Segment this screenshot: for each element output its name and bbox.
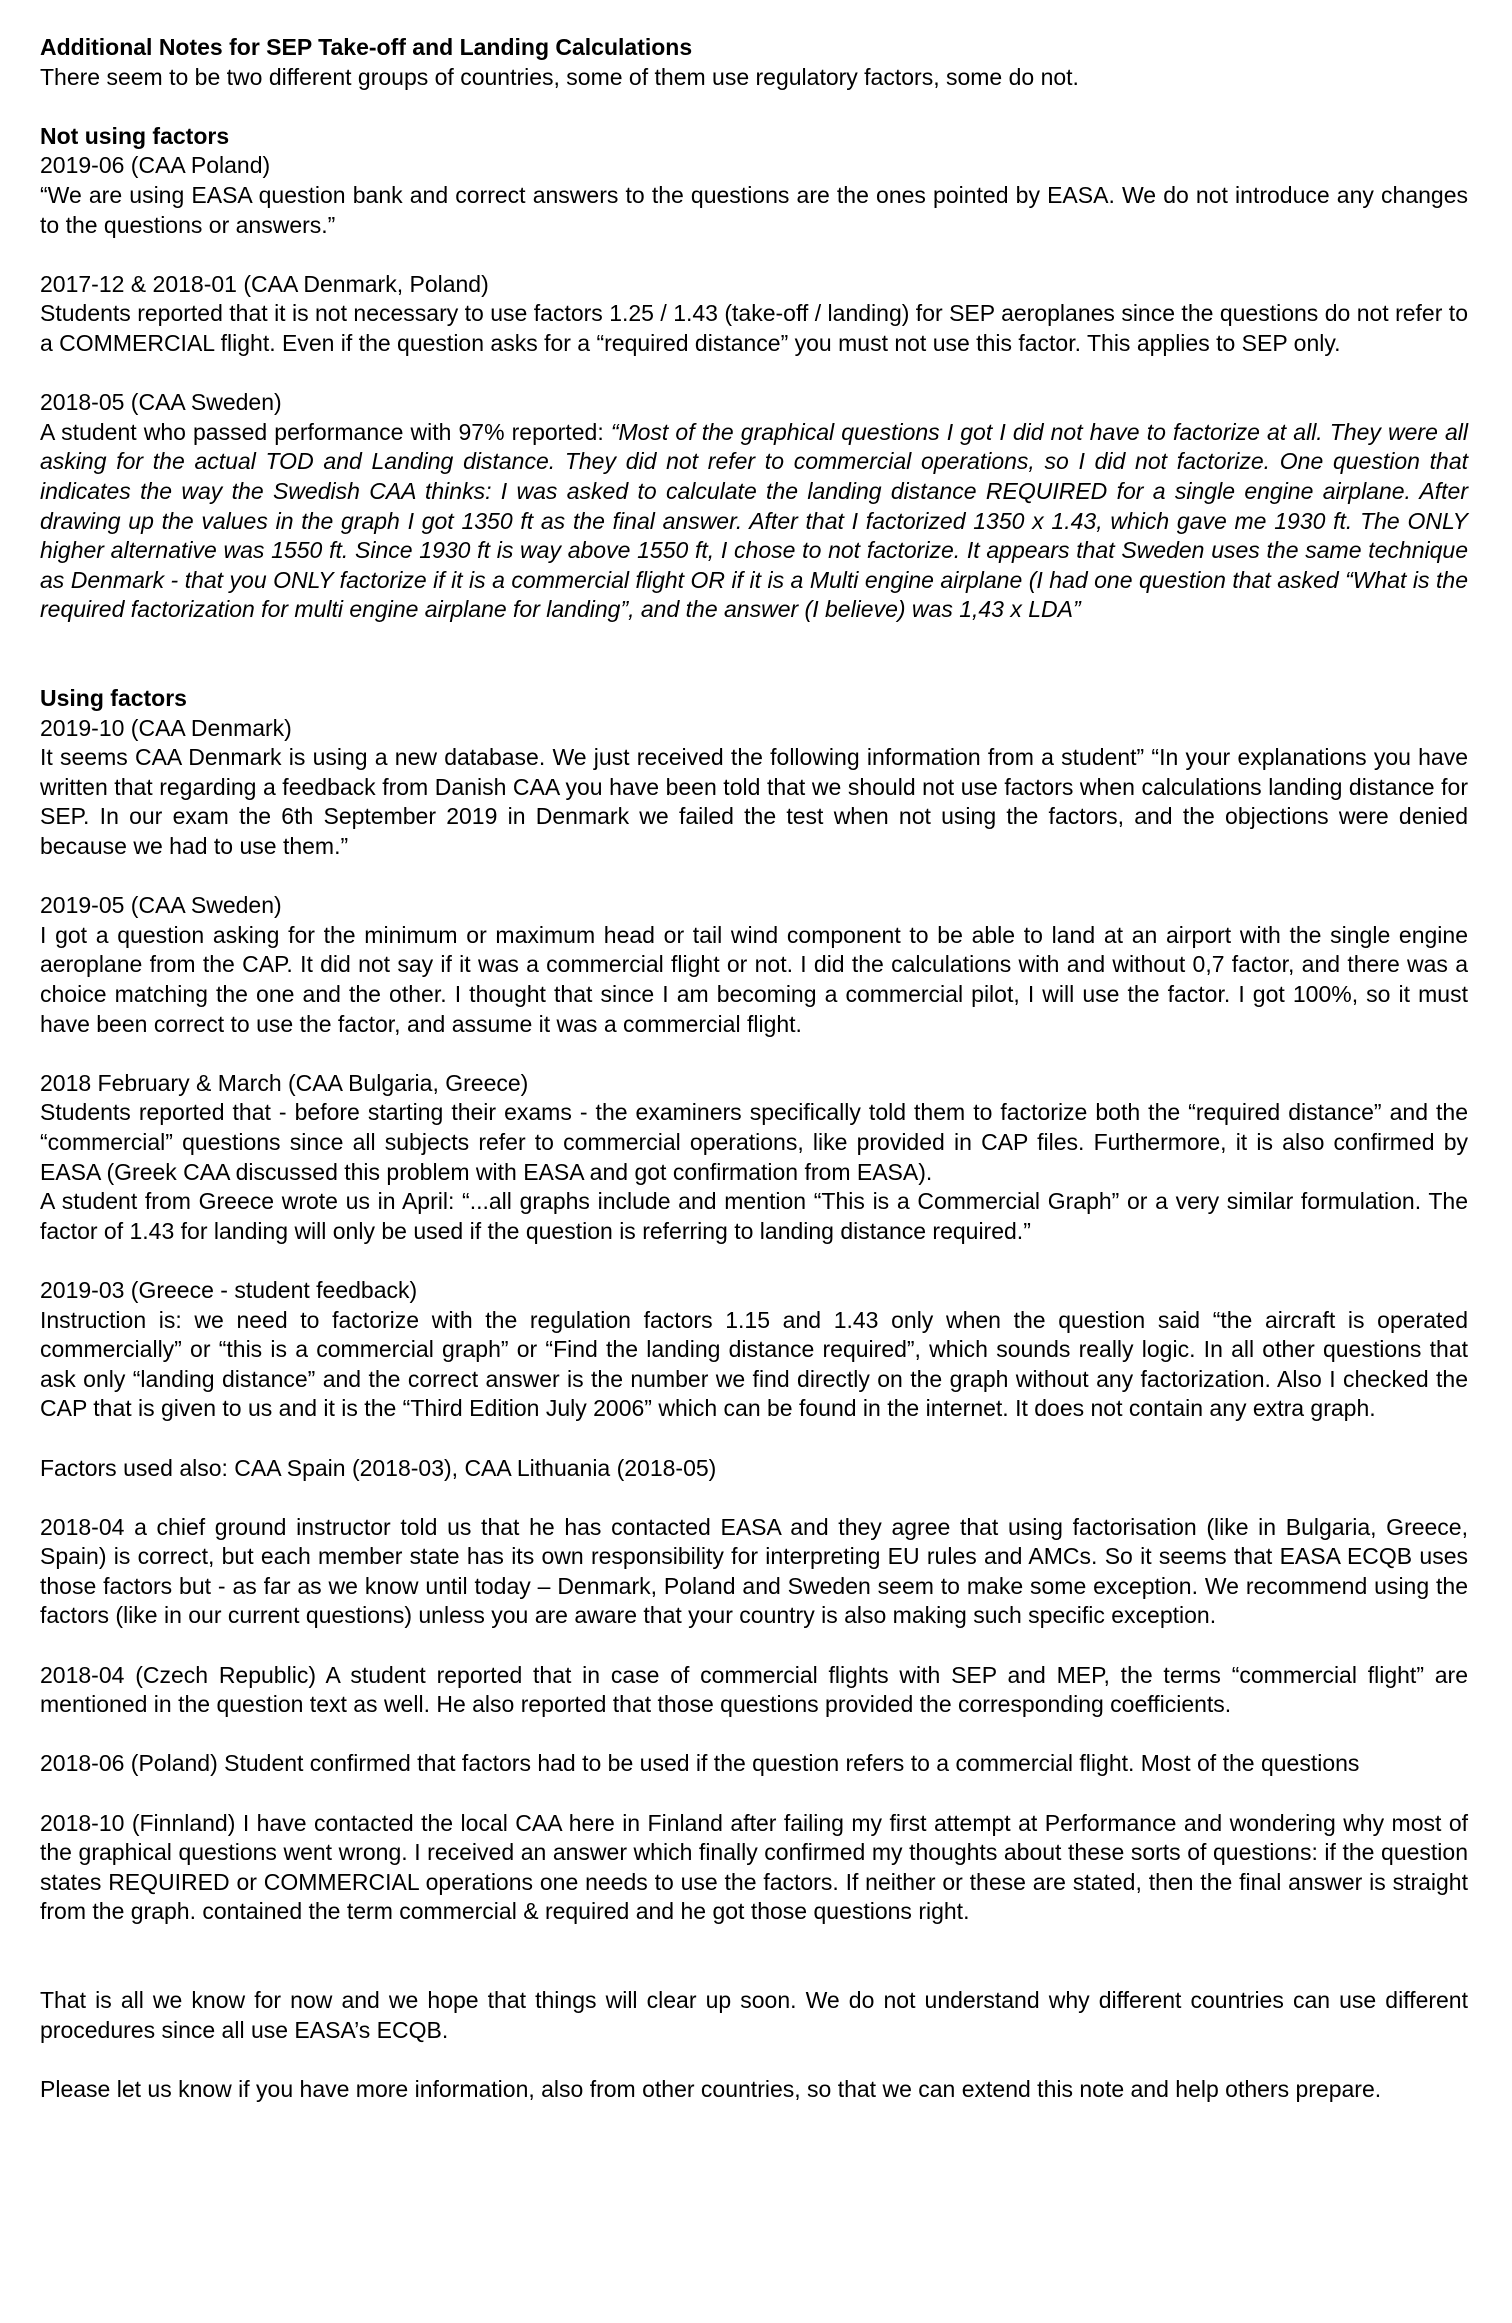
spacer: [40, 1424, 1468, 1454]
spacer: [40, 1039, 1468, 1069]
entry-text: Students reported that - before starting their exams - the examiners specifically told them to factorize both the “required distance” and the “commercial” questions since all subjects refer to commercial operations, like provided in CAP files. Furthermore, it is also confirmed by EASA (Greek CAA discussed this problem with EASA and got confirmation from EASA).: [40, 1099, 1468, 1185]
entry-date: 2019-06 (CAA Poland): [40, 152, 271, 179]
spacer: [40, 1246, 1468, 1276]
document-page: [40, 33, 1468, 2105]
spacer: [40, 1720, 1468, 1750]
intro-paragraph: There seem to be two different groups of countries, some of them use regulatory factors, some do not.: [40, 63, 1079, 90]
student-quote: “Most of the graphical questions I got I did not have to factorize at all. They were all asking for the actual TOD and Landing distance. They did not refer to commercial operations, so I did not factorize. One question that indicates the way the Swedish CAA thinks: I was asked to calculate the landing distance REQUIRED for a single engine airplane. After drawing up the values in the graph I got 1350 ft as the final answer. After that I factorized 1350 x 1.43, which gave me 1930 ft. The ONLY higher alternative was 1550 ft. Since 1930 ft is way above 1550 ft, I chose to not factorize. It appears that Sweden uses the same technique as Denmark - that you ONLY factorize if it is a commercial flight OR if it is a Multi engine airplane (I had one question that asked “What is the required factorization for multi engine airplane for landing”, and the answer (I believe) was 1,43 x LDA”: [40, 418, 1468, 623]
spacer: [40, 2045, 1468, 2075]
section-heading-using: Using factors: [40, 685, 187, 712]
entry-text: A student from Greece wrote us in April: “...all graphs include and mention “This is a Commercial Graph” or a very similar formulation. The factor of 1.43 for landing will only be used if the question is referring to landing distance required.”: [40, 1188, 1468, 1244]
entry-lead: A student who passed performance with 97% reported:: [40, 418, 611, 445]
spacer: [40, 625, 1468, 684]
section-heading-not-using: Not using factors: [40, 122, 230, 149]
spacer: [40, 1483, 1468, 1513]
spacer: [40, 1779, 1468, 1809]
spacer: [40, 1927, 1468, 1986]
entry-text: 2018-04 a chief ground instructor told us that he has contacted EASA and they agree that using factorisation (like in Bulgaria, Greece, Spain) is correct, but each member state has its own responsibility for interpreting EU rules and AMCs. So it seems that EASA ECQB uses those factors but - as far as we know until today – Denmark, Poland and Sweden seem to make some exception. We recommend using the factors (like in our current questions) unless you are aware that your country is also making such specific exception.: [40, 1513, 1468, 1629]
entry-date: 2019-05 (CAA Sweden): [40, 892, 282, 919]
entry-text: Instruction is: we need to factorize with the regulation factors 1.15 and 1.43 only when the question said “the aircraft is operated commercially” or “this is a commercial graph” or “Find the landing distance required”, which sounds really logic. In all other questions that ask only “landing distance” and the correct answer is the number we find directly on the graph without any factorization. Also I checked the CAP that is given to us and it is the “Third Edition July 2006” which can be found in the internet. It does not contain any extra graph.: [40, 1306, 1468, 1422]
entry-date: 2018 February & March (CAA Bulgaria, Greece): [40, 1069, 529, 1096]
entry-text: 2018-10 (Finnland) I have contacted the local CAA here in Finland after failing my first attempt at Performance and wondering why most of the graphical questions went wrong. I received an answer which finally confirmed my thoughts about these sorts of questions: if the question states REQUIRED or COMMERCIAL operations one needs to use the factors. If neither or these are stated, then the final answer is straight from the graph. contained the term commercial & required and he got those questions right.: [40, 1809, 1468, 1925]
entry-text: I got a question asking for the minimum or maximum head or tail wind component to be able to land at an airport with the single engine aeroplane from the CAP. It did not say if it was a commercial flight or not. I did the calculations with and without 0,7 factor, and there was a choice matching the one and the other. I thought that since I am becoming a commercial pilot, I will use the factor. I got 100%, so it must have been correct to use the factor, and assume it was a commercial flight.: [40, 921, 1468, 1037]
closing-paragraph: That is all we know for now and we hope that things will clear up soon. We do not understand why different countries can use different procedures since all use EASA’s ECQB.: [40, 1987, 1468, 2043]
spacer: [40, 240, 1468, 270]
entry-text-with-quote: [40, 418, 1468, 625]
spacer: [40, 359, 1468, 389]
entry-date: 2019-10 (CAA Denmark): [40, 714, 292, 741]
closing-paragraph: Please let us know if you have more information, also from other countries, so that we can extend this note and help others prepare.: [40, 2075, 1382, 2102]
entry-date: 2017-12 & 2018-01 (CAA Denmark, Poland): [40, 270, 489, 297]
entry-text: “We are using EASA question bank and correct answers to the questions are the ones pointed by EASA. We do not introduce any changes to the questions or answers.”: [40, 181, 1468, 238]
entry-text: Students reported that it is not necessary to use factors 1.25 / 1.43 (take-off / landing) for SEP aeroplanes since the questions do not refer to a COMMERCIAL flight. Even if the question asks for a “required distance” you must not use this factor. This applies to SEP only.: [40, 300, 1468, 356]
spacer: [40, 1631, 1468, 1661]
entry-text: Factors used also: CAA Spain (2018-03), CAA Lithuania (2018-05): [40, 1454, 717, 1481]
entry-date: 2018-05 (CAA Sweden): [40, 389, 282, 416]
entry-text: 2018-04 (Czech Republic) A student reported that in case of commercial flights with SEP and MEP, the terms “commercial flight” are mentioned in the question text as well. He also reported that those questions provided the corresponding coefficients.: [40, 1661, 1468, 1718]
spacer: [40, 92, 1468, 122]
entry-date: 2019-03 (Greece - student feedback): [40, 1276, 418, 1303]
entry-text: 2018-06 (Poland) Student confirmed that factors had to be used if the question refers to a commercial flight. Most of the questions: [40, 1750, 1360, 1777]
document-title: Additional Notes for SEP Take-off and Landing Calculations: [40, 34, 693, 60]
entry-text: It seems CAA Denmark is using a new database. We just received the following information from a student” “In your explanations you have written that regarding a feedback from Danish CAA you have been told that we should not use factors when calculations landing distance for SEP. In our exam the 6th September 2019 in Denmark we failed the test when not using the factors, and the objections were denied because we had to use them.”: [40, 744, 1468, 860]
spacer: [40, 862, 1468, 892]
